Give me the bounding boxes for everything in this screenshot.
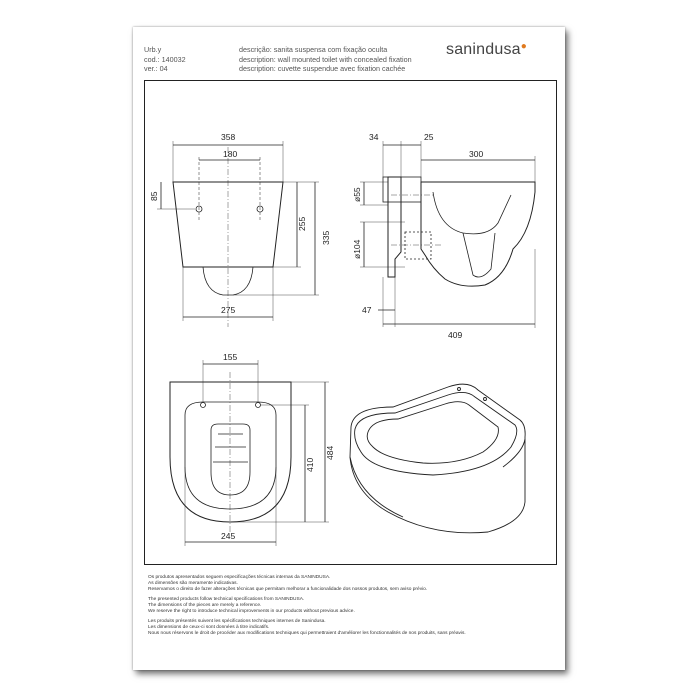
dim-front-inner: 180: [223, 149, 238, 159]
dim-front-height-small: 85: [149, 191, 159, 201]
note-line: The presented products follow technical specifications from SANINDUSA.: [148, 596, 305, 602]
technical-drawing: [133, 27, 565, 587]
product-name: Urb.y: [144, 45, 162, 54]
perspective-view: [350, 384, 525, 533]
logo-dot-icon: ●: [520, 41, 527, 52]
note-line: Nous nous réservons le droit de procéder aux modifications techniques qui permettraient d'améliorer les fonctionnalités de nos produits, sans préavis.: [148, 630, 466, 636]
dim-top-height: 410: [305, 457, 315, 472]
note-line: Les dimensions de ceux-ci sont données à titre indicatifs.: [148, 624, 270, 630]
dim-top-inner: 155: [223, 352, 238, 362]
note-line: As dimensões são meramente indicativas.: [148, 581, 238, 587]
dim-side-offset: 47: [362, 305, 372, 315]
dim-side-a: 34: [369, 132, 379, 142]
note-line: Les produits présentés suivent les spécifications techniques internes de Sanindusa.: [148, 618, 326, 624]
top-view: [170, 352, 335, 546]
brand-logo: sanindusa●: [446, 41, 527, 58]
drawing-sheet: [133, 27, 565, 670]
dim-side-b: 25: [424, 132, 434, 142]
product-version: ver.: 04: [144, 64, 168, 73]
notes-pt: [148, 575, 553, 593]
note-line: Os produtos apresentados seguem especificações técnicas internas da SANINDUSA.: [148, 575, 331, 580]
front-view: [149, 132, 331, 327]
description-en: description: wall mounted toilet with concealed fixation: [239, 54, 412, 64]
note-line: We reserve the right to introduce technical improvements in our products without previous advice.: [148, 608, 355, 614]
note-line: Reservamos o direito de fazer alterações técnicas que permitam melhorar a funcionalidade dos nossos produtos, sem aviso prévio.: [148, 587, 428, 593]
legal-notes: [148, 575, 553, 640]
dim-front-base: 275: [221, 305, 236, 315]
notes-en: [148, 597, 553, 615]
dim-front-height-mid: 255: [297, 216, 307, 231]
note-line: The dimensions of the pieces are merely a reference.: [148, 602, 262, 608]
dim-front-height-total: 335: [321, 230, 331, 245]
dim-side-pipe-large: ø104: [352, 239, 362, 259]
description-fr: description: cuvette suspendue avec fixation cachée: [239, 64, 406, 73]
description-pt: descrição: sanita suspensa com fixação oculta: [239, 45, 388, 54]
dim-side-total: 409: [448, 330, 463, 340]
dim-front-width: 358: [221, 132, 236, 142]
dim-top-base: 245: [221, 531, 236, 541]
product-code: cod.: 140032: [144, 54, 186, 64]
dim-side-pipe-small: ø55: [352, 187, 362, 202]
side-view: [352, 132, 535, 340]
dim-side-depth: 300: [469, 149, 484, 159]
notes-fr: [148, 619, 553, 637]
dim-top-total: 484: [325, 445, 335, 460]
